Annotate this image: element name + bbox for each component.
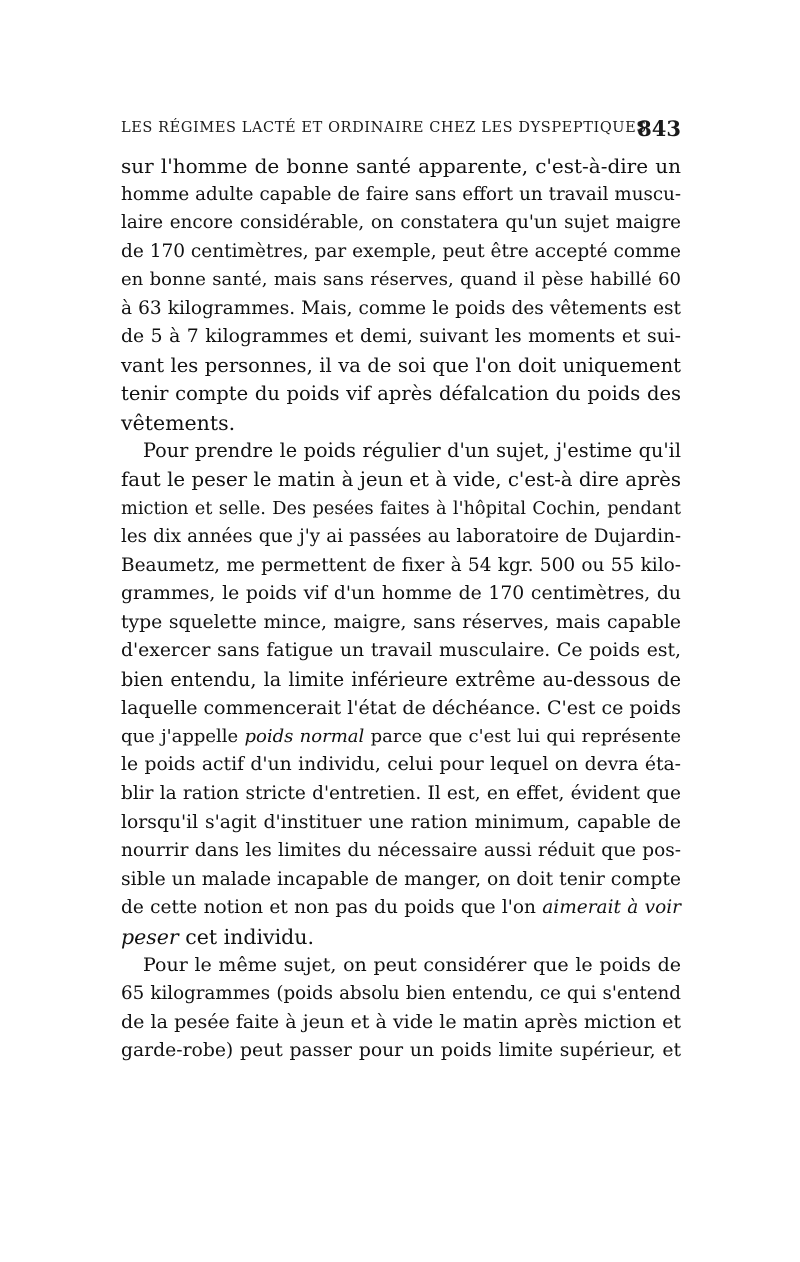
running-title: LES RÉGIMES LACTÉ ET ORDINAIRE CHEZ LES DYSPEPTIQUES: [121, 120, 647, 136]
text-line: faut le peser le matin à jeun et à vide, c'est-à dire après: [121, 468, 681, 492]
text-fragment: parce que c'est lui qui représente: [364, 725, 681, 747]
text-line: Beaumetz, me permettent de fixer à 54 kgr. 500 ou 55 kilo-: [121, 554, 681, 576]
text-line: tenir compte du poids vif après défalcation du poids des: [121, 382, 681, 406]
text-line: en bonne santé, mais sans réserves, quand il pèse habillé 60: [121, 269, 681, 291]
text-line: lorsqu'il s'agit d'instituer une ration minimum, capable de: [121, 811, 681, 833]
body-text: [121, 152, 681, 1066]
text-line: [121, 923, 681, 952]
text-line: nourrir dans les limites du nécessaire aussi réduit que pos-: [121, 840, 681, 862]
text-line: vant les personnes, il va de soi que l'on doit uniquement: [121, 353, 681, 377]
text-line: bien entendu, la limite inférieure extrême au-dessous de: [121, 667, 681, 691]
text-fragment: que j'appelle: [121, 725, 245, 747]
text-line: blir la ration stricte d'entretien. Il est, en effet, évident que: [121, 783, 681, 805]
page-number: 843: [637, 116, 681, 141]
text-line: garde-robe) peut passer pour un poids limite supérieur, et: [121, 1039, 681, 1061]
text-line: Pour prendre le poids régulier d'un sujet, j'estime qu'il: [143, 439, 681, 463]
text-line: de la pesée faite à jeun et à vide le matin après miction et: [121, 1011, 681, 1034]
text-line: grammes, le poids vif d'un homme de 170 centimètres, du: [121, 583, 681, 605]
text-line: de 170 centimètres, par exemple, peut être accepté comme: [121, 240, 681, 262]
text-line: à 63 kilogrammes. Mais, comme le poids des vêtements est: [121, 297, 681, 319]
text-line: Pour le même sujet, on peut considérer que le poids de: [143, 954, 681, 977]
text-line: homme adulte capable de faire sans effort un travail muscu-: [121, 183, 681, 205]
text-fragment: de cette notion et non pas du poids que l'on: [121, 897, 543, 919]
italic-term: poids normal: [244, 725, 365, 747]
text-line: [121, 723, 681, 752]
text-line: vêtements.: [121, 410, 236, 435]
italic-term: aimerait à voir: [542, 897, 681, 919]
text-line: d'exercer sans fatigue un travail musculaire. Ce poids est,: [121, 640, 681, 662]
text-line: type squelette mince, maigre, sans réserves, mais capable: [121, 611, 681, 633]
text-line: de 5 à 7 kilogrammes et demi, suivant les moments et sui-: [121, 326, 681, 348]
running-head: [121, 116, 681, 142]
text-line: sible un malade incapable de manger, on doit tenir compte: [121, 868, 681, 890]
text-line: [121, 894, 681, 923]
text-line: laquelle commencerait l'état de déchéance. C'est ce poids: [121, 697, 681, 720]
text-line: laire encore considérable, on constatera qu'un sujet maigre: [121, 212, 681, 234]
text-fragment: cet individu.: [178, 924, 315, 949]
text-line: miction et selle. Des pesées faites à l'hôpital Cochin, pendant: [121, 498, 681, 519]
text-line: les dix années que j'y ai passées au laboratoire de Dujardin-: [121, 526, 681, 548]
text-line: sur l'homme de bonne santé apparente, c'est-à-dire un: [121, 154, 681, 178]
italic-term: peser: [121, 924, 179, 949]
text-line: 65 kilogrammes (poids absolu bien entendu, ce qui s'entend: [121, 982, 681, 1004]
text-line: le poids actif d'un individu, celui pour lequel on devra éta-: [121, 754, 681, 776]
